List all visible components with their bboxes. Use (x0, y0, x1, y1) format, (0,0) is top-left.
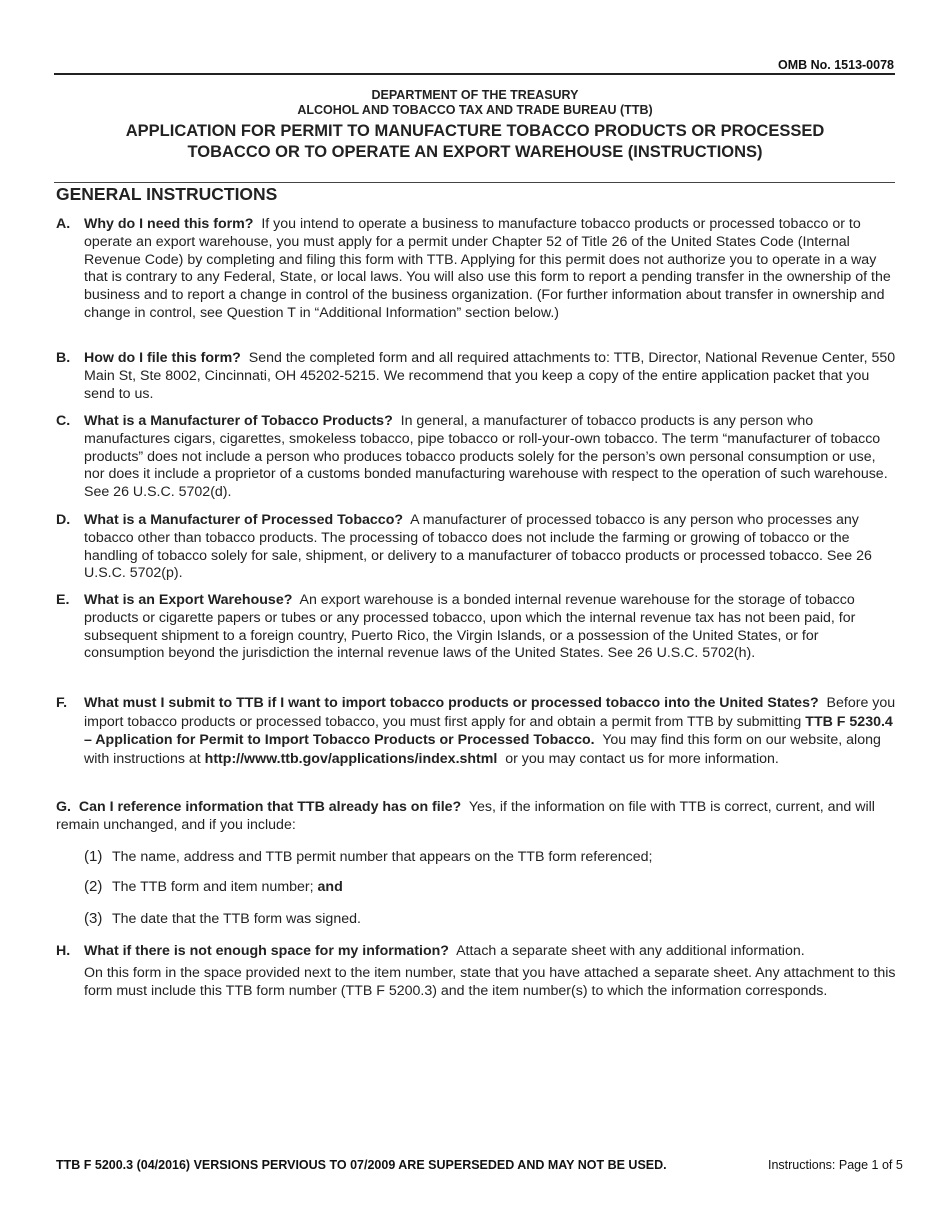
list-text: The name, address and TTB permit number that appears on the TTB form referenced; (112, 849, 653, 865)
item-text: Attach a separate sheet with any additional information. (456, 943, 805, 959)
item-question: What must I submit to TTB if I want to import tobacco products or processed tobacco into the United States? (84, 695, 819, 711)
item-letter: C. (56, 413, 71, 429)
bureau-name: ALCOHOL AND TOBACCO TAX AND TRADE BUREAU (TTB) (297, 103, 653, 117)
item-text: A manufacturer of processed tobacco is any person who processes any tobacco other than tobacco products. The processing of tobacco does not include the farming or growing of tobacco or the handling of tobacco solely for sale, shipment, or delivery to a manufacturer of tobacco products or processed tobacco. See 26 U.S.C. 5702(p). (84, 512, 872, 582)
instruction-f (56, 694, 896, 768)
item-letter: D. (56, 512, 71, 528)
instruction-e (56, 592, 896, 663)
title-line-1: APPLICATION FOR PERMIT TO MANUFACTURE TOBACCO PRODUCTS OR PROCESSED (125, 122, 825, 140)
instruction-a (56, 216, 896, 323)
list-suffix: and (317, 879, 343, 895)
list-text: The TTB form and item number; (112, 879, 314, 895)
item-text: Before you import tobacco products or processed tobacco, you must first apply for and obtain a permit from TTB by submitting (84, 695, 896, 730)
page-title (0, 121, 950, 163)
item-text: If you intend to operate a business to manufacture tobacco products or processed tobacco or to operate an export warehouse, you must apply for a permit under Chapter 52 of Title 26 of the United States Code (Internal Revenue Code) by completing and filing this form with TTB. Applying for this permit does not authorize you to operate in a way that is contrary to any Federal, State, or local laws. You will also use this form to report a pending transfer in the ownership of the business and to report a change in control of the business organization. (For further information about transfer in ownership and change in control, see Question T in “Additional Information” section below.) (84, 216, 891, 321)
section-title: GENERAL INSTRUCTIONS (56, 184, 278, 204)
item-text: Yes, if the information on file with TTB is correct, current, and will remain unchanged, and if you include: (56, 799, 875, 833)
list-number: (3) (84, 910, 103, 927)
item-letter: F. (56, 695, 68, 711)
item-text: or you may contact us for more information. (505, 750, 779, 767)
instruction-b (56, 350, 896, 403)
list-item (84, 910, 361, 928)
applications-link[interactable]: http://www.ttb.gov/applications/index.shtml (204, 750, 498, 767)
list-item (84, 848, 652, 866)
item-text: You may find this form on our website, along with instructions at (84, 732, 881, 767)
item-question: How do I file this form? (84, 350, 241, 366)
page-footer (56, 1158, 926, 1172)
title-line-2: TOBACCO OR TO OPERATE AN EXPORT WAREHOUSE (INSTRUCTIONS) (187, 143, 763, 161)
item-question: What is an Export Warehouse? (84, 592, 293, 608)
omb-number: OMB No. 1513-0078 (777, 58, 894, 72)
item-question: What is a Manufacturer of Tobacco Products? (84, 413, 393, 429)
item-text: An export warehouse is a bonded internal revenue warehouse for the storage of tobacco products or cigarette papers or tubes or any processed tobacco, upon which the internal revenue tax has not been paid, for subsequent shipment to a foreign country, Puerto Rico, the Virgin Islands, or a possession of the United States, or for consumption beyond the jurisdiction the internal revenue laws of the United States. See 26 U.S.C. 5702(h). (84, 592, 856, 662)
item-letter: A. (56, 216, 71, 232)
form-version: TTB F 5200.3 (04/2016) VERSIONS PERVIOUS TO 07/2009 ARE SUPERSEDED AND MAY NOT BE USED. (56, 1158, 667, 1172)
list-item (84, 878, 343, 896)
item-question: Why do I need this form? (84, 216, 254, 232)
department-name: DEPARTMENT OF THE TREASURY (371, 88, 579, 102)
instruction-g (56, 799, 896, 835)
item-letter: H. (56, 943, 71, 959)
header-rule (54, 73, 895, 75)
page-number: Instructions: Page 1 of 5 (768, 1158, 903, 1172)
agency-header (0, 88, 950, 118)
item-letter: B. (56, 350, 71, 366)
list-number: (1) (84, 848, 103, 865)
instruction-d (56, 512, 896, 583)
instruction-c (56, 413, 896, 502)
instruction-h (56, 943, 896, 1000)
item-text: On this form in the space provided next to the item number, state that you have attached a separate sheet. Any attachment to this form must include this TTB form number (TTB F 5200.3) and the item number(s) to which the information corresponds. (84, 964, 896, 999)
item-text: Send the completed form and all required attachments to: TTB, Director, National Revenue Center, 550 Main St, Ste 8002, Cincinnati, OH 45202-5215. We recommend that you keep a copy of the entire application packet that you send to us. (84, 350, 896, 402)
section-rule (54, 182, 895, 183)
item-question: What is a Manufacturer of Processed Tobacco? (84, 512, 404, 528)
item-letter: G. (56, 799, 71, 815)
item-text: In general, a manufacturer of tobacco products is any person who manufactures cigars, cigarettes, smokeless tobacco, pipe tobacco or roll-your-own tobacco. The term “manufacturer of tobacco products” does not include a person who produces tobacco products solely for the person’s own personal consumption or use, nor does it include a proprietor of a customs bonded manufacturing warehouse with respect to the operation of such warehouse. See 26 U.S.C. 5702(d). (84, 413, 888, 501)
form-reference: TTB F 5230.4 – Application for Permit to Import Tobacco Products or Processed Tobacco. (84, 713, 893, 748)
item-question: What if there is not enough space for my information? (84, 943, 449, 959)
list-text: The date that the TTB form was signed. (112, 911, 361, 927)
item-letter: E. (56, 592, 70, 608)
list-number: (2) (84, 878, 103, 895)
item-question: Can I reference information that TTB already has on file? (78, 799, 462, 815)
